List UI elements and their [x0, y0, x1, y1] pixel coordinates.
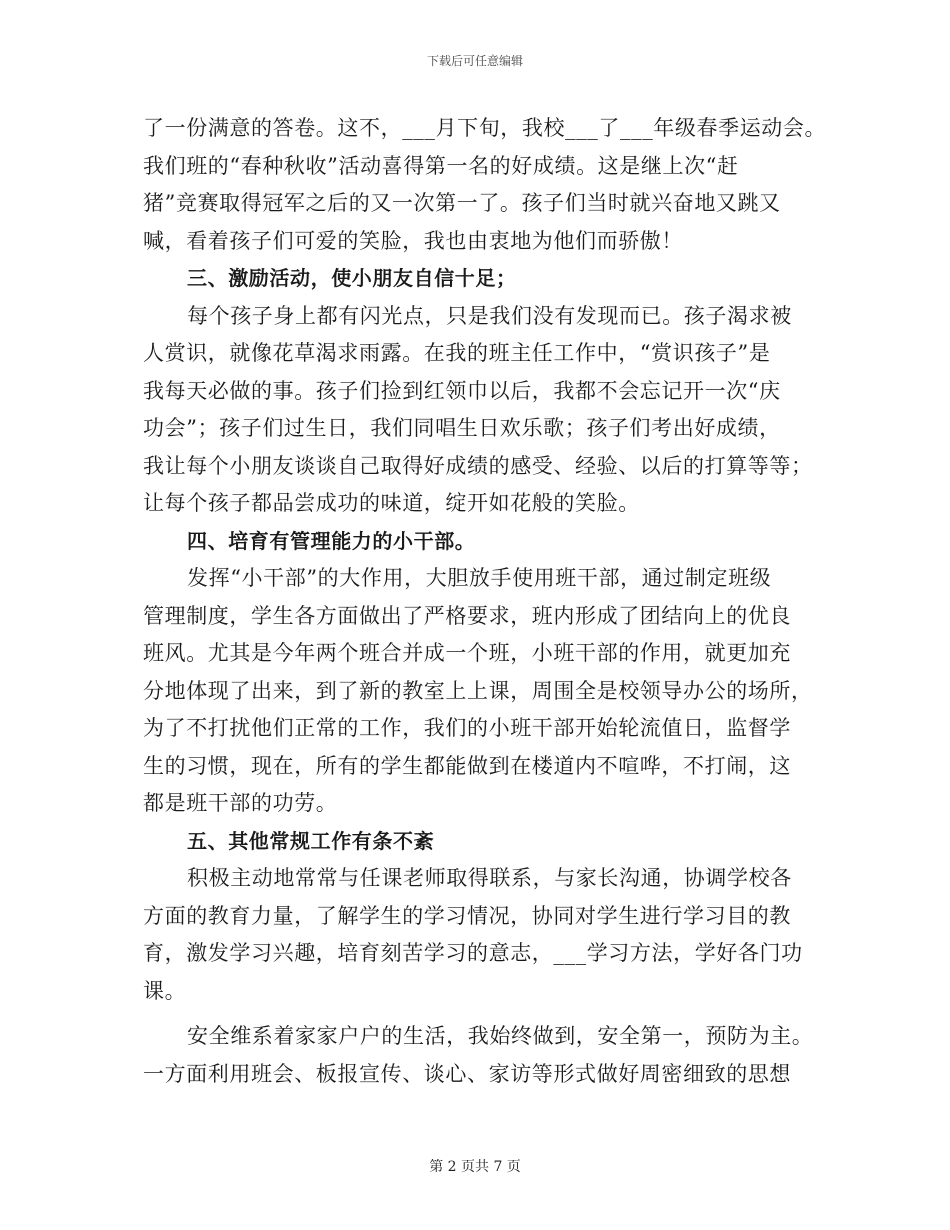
text-line: 积极主动地常常与任课老师取得联系，与家长沟通，协调学校各 — [187, 866, 792, 890]
page-footer: 第 2 页共 7 页 — [429, 1159, 521, 1175]
text-line: 每个孩子身上都有闪光点，只是我们没有发现而已。孩子渴求被 — [187, 303, 792, 328]
text-line: 为了不打扰他们正常的工作，我们的小班干部开始轮流值日，监督学 — [143, 716, 791, 740]
text-line: 我们班的“春种秋收”活动喜得第一名的好成绩。这是继上次“赶 — [143, 153, 739, 178]
text-line: 喊，看着孩子们可爱的笑脸，我也由衷地为他们而骄傲！ — [143, 228, 683, 253]
section-heading-4: 四、培育有管理能力的小干部。 — [187, 528, 476, 553]
text-line: 安全维系着家家户户的生活，我始终做到，安全第一，预防为主。 — [187, 1024, 814, 1048]
page-header: 下载后可任意编辑 — [426, 54, 523, 68]
text-line: 我让每个小朋友谈谈自己取得好成绩的感受、经验、以后的打算等等； — [143, 453, 813, 478]
document-body — [143, 110, 827, 1093]
text-line: 功会”；孩子们过生日，我们同唱生日欢乐歌；孩子们考出好成绩， — [143, 416, 781, 440]
text-line: 猪”竞赛取得冠军之后的又一次第一了。孩子们当时就兴奋地又跳又 — [143, 191, 781, 215]
section-heading-3: 三、激励活动，使小朋友自信十足； — [187, 266, 517, 290]
text-line: 生的习惯，现在，所有的学生都能做到在楼道内不喧哗，不打闹，这 — [143, 753, 791, 778]
text-line: 了一份满意的答卷。这不，___月下旬，我校___了___年级春季运动会。 — [143, 116, 827, 140]
text-line: 人赏识，就像花草渴求雨露。在我的班主任工作中，“赏识孩子”是 — [143, 341, 771, 365]
text-line: 课。 — [143, 978, 187, 1003]
text-line: 方面的教育力量，了解学生的学习情况，协同对学生进行学习目的教 — [143, 903, 791, 928]
section-heading-5: 五、其他常规工作有条不紊 — [187, 828, 435, 853]
text-line: 让每个孩子都品尝成功的味道，绽开如花般的笑脸。 — [143, 491, 640, 515]
text-line: 管理制度，学生各方面做出了严格要求，班内形成了团结向上的优良 — [143, 603, 791, 628]
text-line: 我每天必做的事。孩子们捡到红领巾以后，我都不会忘记开一次“庆 — [143, 378, 781, 403]
text-line: 育，激发学习兴趣，培育刻苦学习的意志，___学习方法，学好各门功 — [143, 941, 803, 965]
text-line: 发挥“小干部”的大作用，大胆放手使用班干部，通过制定班级 — [187, 566, 772, 590]
text-line: 一方面利用班会、板报宣传、谈心、家访等形式做好周密细致的思想 — [143, 1061, 791, 1086]
text-line: 分地体现了出来，到了新的教室上上课，周围全是校领导办公的场所， — [143, 678, 813, 703]
text-line: 班风。尤其是今年两个班合并成一个班，小班干部的作用，就更加充 — [143, 641, 791, 665]
text-line: 都是班干部的功劳。 — [143, 791, 338, 815]
